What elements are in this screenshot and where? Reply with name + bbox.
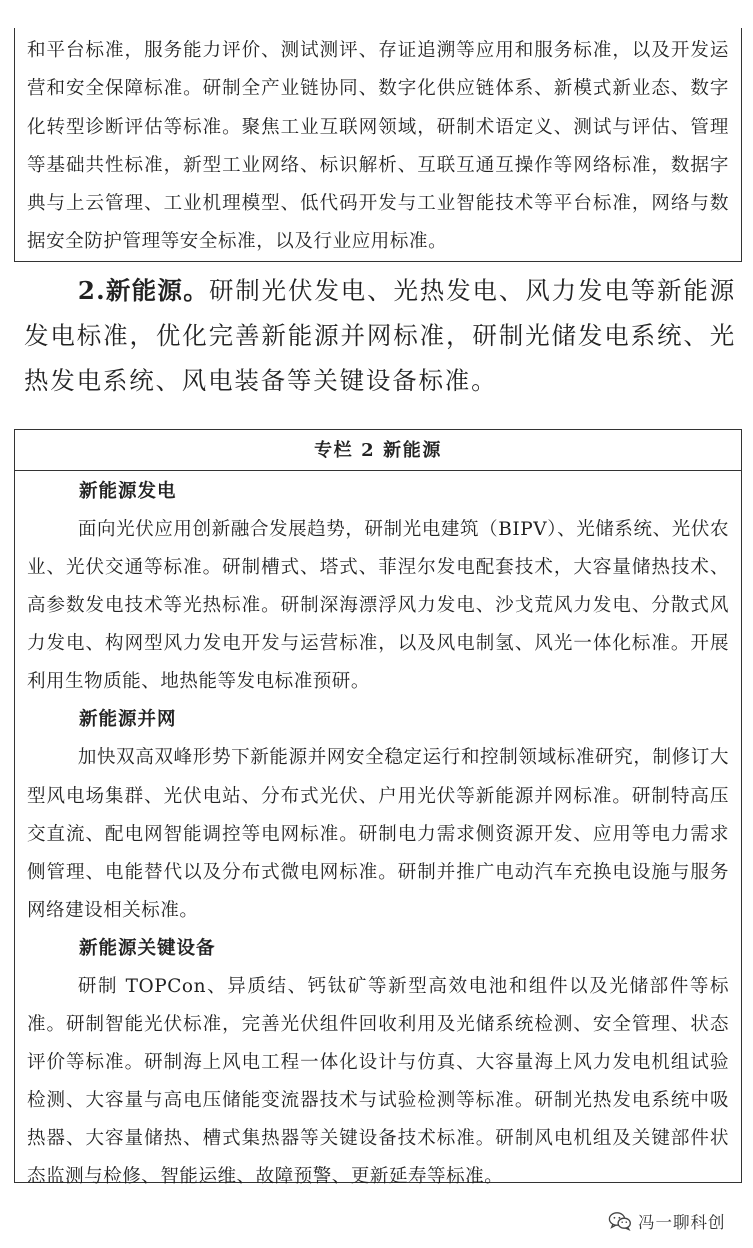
top-box-paragraph: 和平台标准，服务能力评价、测试测评、存证追溯等应用和服务标准，以及开发运营和安全保障标准。研制全产业链协同、数字化供应链体系、新模式新业态、数字化转型诊断评估等标准。聚焦工业互联网领域，研制术语定义、测试与评估、管理等基础共性标准，新型工业网络、标识解析、互联互通互操作等网络标准，数据字典与上云管理、工业机理模型、低代码开发与工业智能技术等平台标准，网络与数据安全防护管理等安全标准，以及行业应用标准。 [27,40,729,253]
section-lead: 2.新能源。 [77,276,209,305]
section-new-energy [24,268,736,403]
watermark-text: 冯一聊科创 [638,1213,726,1232]
wechat-icon [608,1211,632,1231]
subsection-heading-power-generation: 新能源发电 [79,481,177,502]
subsection-heading-grid-connection: 新能源并网 [79,709,177,731]
column-body [15,471,741,1197]
top-box-content [15,28,741,262]
column-title: 专栏 2 新能源 [15,430,741,471]
watermark [608,1206,726,1236]
subsection-heading-key-equipment: 新能源关键设备 [79,937,216,959]
subsection-text-grid-connection: 加快双高双峰形势下新能源并网安全稳定运行和控制领域标准研究，制修订大型风电场集群、光伏电站、分布式光伏、户用光伏等新能源并网标准。研制特高压交直流、配电网智能调控等电网标准。研制电力需求侧资源开发、应用等电力需求侧管理、电能替代以及分布式微电网标准。研制并推广电动汽车充换电设施与服务网络建设相关标准。 [27,747,729,921]
subsection-text-key-equipment: 研制 TOPCon、异质结、钙钛矿等新型高效电池和组件以及光储部件等标准。研制智能光伏标准，完善光伏组件回收利用及光储系统检测、安全管理、状态评价等标准。研制海上风电工程一体化设计与仿真、大容量海上风力发电机组试验检测、大容量与高电压储能变流器技术与试验检测等标准。研制光热发电系统中吸热器、大容量储热、槽式集热器等关键设备技术标准。研制风电机组及关键部件状态监测与检修、智能运维、故障预警、更新延寿等标准。 [27,975,729,1188]
subsection-text-power-generation: 面向光伏应用创新融合发展趋势，研制光电建筑（BIPV）、光储系统、光伏农业、光伏交通等标准。研制槽式、塔式、菲涅尔发电配套技术，大容量储热技术、高参数发电技术等光热标准。研制深海漂浮风力发电、沙戈荒风力发电、分散式风力发电、构网型风力发电开发与运营标准，以及风电制氢、风光一体化标准。开展利用生物质能、地热能等发电标准预研。 [27,519,729,693]
column-box-new-energy [14,429,742,1188]
standards-text-box-top [14,28,742,262]
section-text: 研制光伏发电、光热发电、风力发电等新能源发电标准，优化完善新能源并网标准，研制光储发电系统、光热发电系统、风电装备等关键设备标准。 [24,276,737,395]
